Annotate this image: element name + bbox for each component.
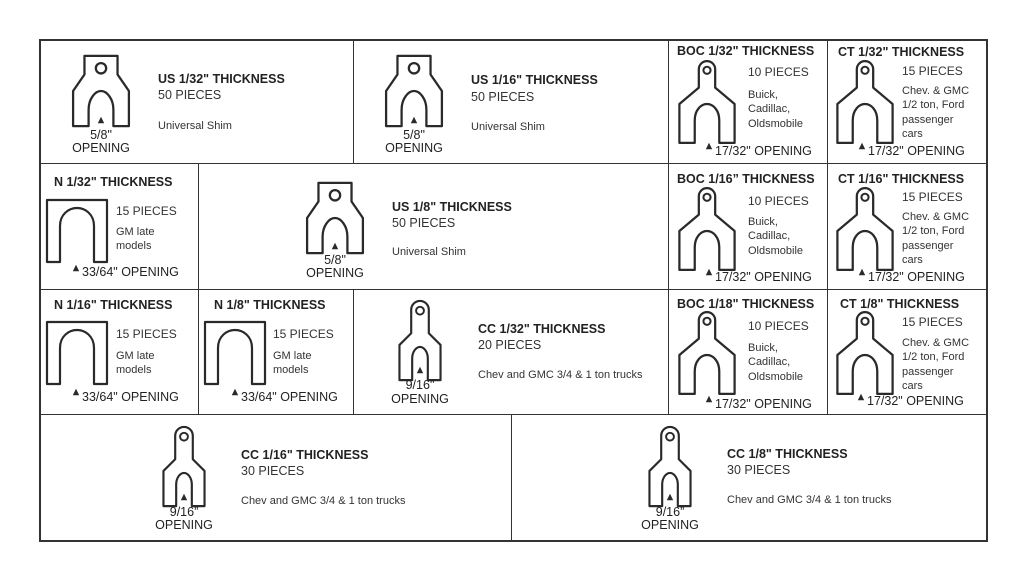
piece-count: 15 PIECES [116, 204, 177, 218]
note-line: 1/2 ton, Ford [902, 225, 965, 238]
arrow-up-icon [666, 493, 674, 501]
note-line: GM late [273, 350, 312, 362]
note-line: cars [902, 253, 923, 266]
boc-shim-icon [676, 57, 738, 149]
note-line: Oldsmobile [748, 370, 804, 383]
shim-note [116, 349, 155, 378]
arrow-up-icon [97, 116, 105, 124]
arrow-up-icon [705, 268, 713, 276]
piece-count: 30 PIECES [241, 464, 305, 478]
opening-label: 17/32" OPENING [867, 394, 964, 408]
shim-note [116, 225, 155, 254]
piece-count: 15 PIECES [116, 327, 177, 341]
opening-label: 17/32" OPENING [868, 144, 965, 158]
shim-title: N 1/16" THICKNESS [54, 298, 173, 312]
opening-label: 33/64" OPENING [82, 265, 179, 279]
cell-cc-1-8 [511, 414, 988, 542]
note-line: 1/2 ton, Ford [902, 351, 965, 364]
shim-note [902, 210, 969, 267]
note-line: Buick, [748, 89, 778, 101]
note-line: models [273, 364, 309, 377]
piece-count: 15 PIECES [273, 327, 334, 341]
opening-label: 33/64" OPENING [241, 390, 338, 404]
note-line: cars [902, 127, 923, 140]
note-line: passenger [902, 365, 954, 378]
note-line: models [116, 240, 152, 253]
note-line: models [116, 364, 152, 377]
opening-label: OPENING [391, 392, 449, 406]
arrow-up-icon [231, 388, 239, 396]
arrow-up-icon [705, 142, 713, 150]
shim-title: CT 1/16" THICKNESS [838, 172, 965, 186]
shim-note: Chev and GMC 3/4 & 1 ton trucks [241, 495, 406, 507]
shim-note [748, 341, 803, 384]
shim-title: N 1/32" THICKNESS [54, 175, 173, 189]
shim-title: BOC 1/18" THICKNESS [677, 297, 815, 311]
note-line: Cadillac, [748, 230, 791, 243]
arrow-up-icon [180, 493, 188, 501]
arrow-up-icon [857, 393, 865, 401]
shim-note [748, 215, 803, 258]
shim-note: Chev and GMC 3/4 & 1 ton trucks [478, 369, 643, 381]
shim-note: Universal Shim [471, 121, 545, 133]
note-line: Chev. & GMC [902, 211, 970, 223]
shim-title: BOC 1/32" THICKNESS [677, 44, 815, 58]
arrow-up-icon [331, 242, 339, 250]
n-shim-icon [45, 198, 109, 264]
piece-count: 20 PIECES [478, 338, 542, 352]
opening-label: 17/32" OPENING [715, 144, 812, 158]
opening-size: 9/16” [655, 505, 685, 519]
shim-note [902, 84, 969, 141]
note-line: GM late [116, 350, 155, 362]
opening-label: OPENING [641, 518, 699, 532]
opening-label: 17/32" OPENING [715, 397, 812, 411]
ct-shim-icon [834, 57, 896, 149]
piece-count: 15 PIECES [902, 64, 963, 78]
arrow-up-icon [72, 264, 80, 272]
shim-title: CC 1/16" THICKNESS [241, 448, 369, 462]
opening-label: 17/32" OPENING [715, 270, 812, 284]
n-shim-icon [45, 320, 109, 386]
arrow-up-icon [72, 388, 80, 396]
arrow-up-icon [705, 395, 713, 403]
note-line: Buick, [748, 216, 778, 228]
shim-note [273, 349, 312, 378]
piece-count: 30 PIECES [727, 463, 791, 477]
opening-size: 9/16” [169, 505, 199, 519]
arrow-up-icon [858, 142, 866, 150]
shim-title: N 1/8" THICKNESS [214, 298, 326, 312]
opening-label: OPENING [385, 141, 443, 155]
note-line: Buick, [748, 342, 778, 354]
opening-size: 5/8" [90, 128, 112, 142]
piece-count: 15 PIECES [902, 315, 963, 329]
shim-note: Universal Shim [158, 120, 232, 132]
note-line: Oldsmobile [748, 244, 804, 257]
shim-title: US 1/16" THICKNESS [471, 73, 598, 87]
note-line: passenger [902, 113, 954, 126]
ct-shim-icon [834, 308, 896, 400]
shim-title: BOC 1/16” THICKNESS [677, 172, 815, 186]
shim-title: CC 1/32" THICKNESS [478, 322, 606, 336]
note-line: GM late [116, 226, 155, 238]
shim-note [902, 336, 969, 393]
shim-note [748, 88, 803, 131]
opening-size: 5/8" [403, 128, 425, 142]
note-line: Cadillac, [748, 356, 791, 369]
ct-shim-icon [834, 184, 896, 276]
arrow-up-icon [416, 366, 424, 374]
opening-size: 5/8" [324, 253, 346, 267]
opening-label: OPENING [155, 518, 213, 532]
boc-shim-icon [676, 308, 738, 400]
note-line: Cadillac, [748, 103, 791, 116]
boc-shim-icon [676, 184, 738, 276]
n-shim-icon [203, 320, 267, 386]
note-line: Chev. & GMC [902, 85, 970, 97]
piece-count: 50 PIECES [392, 216, 456, 230]
shim-title: US 1/32" THICKNESS [158, 72, 285, 86]
piece-count: 15 PIECES [902, 190, 963, 204]
opening-label: OPENING [306, 266, 364, 280]
piece-count: 10 PIECES [748, 194, 809, 208]
note-line: 1/2 ton, Ford [902, 99, 965, 112]
shim-note: Chev and GMC 3/4 & 1 ton trucks [727, 494, 892, 506]
shim-title: CT 1/8" THICKNESS [840, 297, 960, 311]
arrow-up-icon [858, 268, 866, 276]
note-line: Chev. & GMC [902, 337, 970, 349]
piece-count: 10 PIECES [748, 65, 809, 79]
shim-title: CC 1/8" THICKNESS [727, 447, 848, 461]
piece-count: 50 PIECES [471, 90, 535, 104]
note-line: passenger [902, 239, 954, 252]
opening-size: 9/16" [405, 378, 435, 392]
shim-title: US 1/8" THICKNESS [392, 200, 512, 214]
note-line: cars [902, 379, 923, 392]
piece-count: 10 PIECES [748, 319, 809, 333]
opening-label: 17/32" OPENING [868, 270, 965, 284]
shim-title: CT 1/32" THICKNESS [838, 45, 965, 59]
arrow-up-icon [410, 116, 418, 124]
opening-label: OPENING [72, 141, 130, 155]
note-line: Oldsmobile [748, 117, 804, 130]
shim-note: Universal Shim [392, 246, 466, 258]
piece-count: 50 PIECES [158, 88, 222, 102]
opening-label: 33/64" OPENING [82, 390, 179, 404]
